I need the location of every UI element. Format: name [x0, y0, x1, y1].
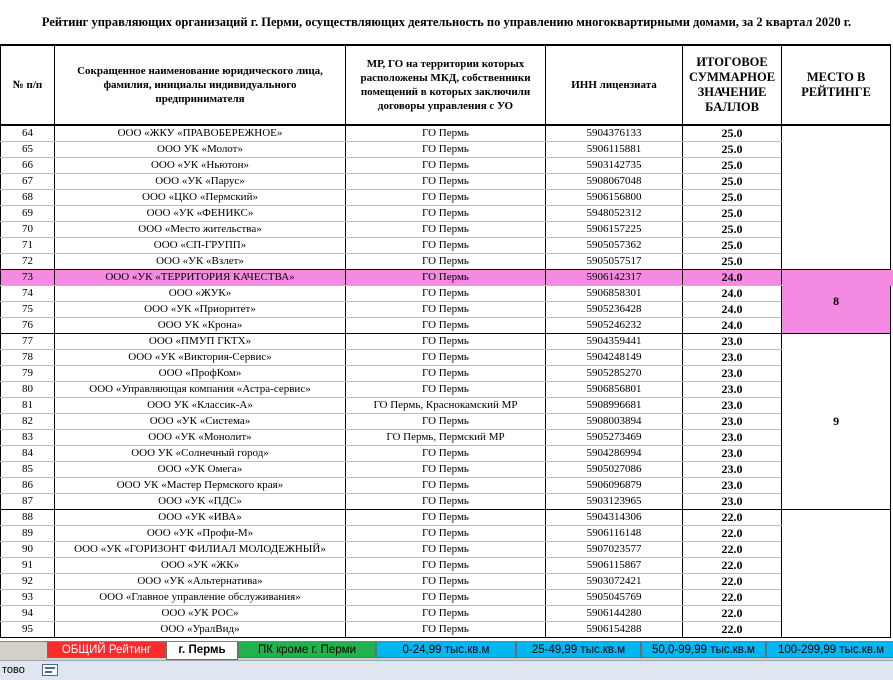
cell-name[interactable]: ООО «УК «Приоритет» [55, 302, 346, 318]
table-row[interactable] [1, 270, 891, 286]
cell-inn[interactable]: 5908067048 [546, 174, 683, 190]
cell-inn[interactable]: 5904248149 [546, 350, 683, 366]
table-row[interactable] [1, 366, 891, 382]
cell-inn[interactable]: 5904314306 [546, 510, 683, 526]
sheet-tab[interactable]: 0-24,99 тыс.кв.м [376, 642, 516, 658]
sheet-tab-bar [0, 641, 893, 660]
header-name[interactable]: Сокращенное наименование юридического лица, фамилия, инициалы индивидуального предпринимателя [55, 45, 346, 125]
cell-inn[interactable]: 5906157225 [546, 222, 683, 238]
cell-num[interactable]: 72 [1, 254, 55, 270]
header-territory[interactable]: МР, ГО на территории которых расположены МКД, собственники помещений в которых заключили договоры управления с УО [346, 45, 546, 125]
cell-num[interactable]: 69 [1, 206, 55, 222]
cell-territory[interactable]: ГО Пермь [346, 174, 546, 190]
table-row[interactable] [1, 622, 891, 638]
cell-territory[interactable]: ГО Пермь [346, 190, 546, 206]
cell-name[interactable]: ООО «ПрофКом» [55, 366, 346, 382]
cell-num[interactable]: 87 [1, 494, 55, 510]
cell-score[interactable]: 22.0 [683, 622, 782, 638]
cell-num[interactable]: 78 [1, 350, 55, 366]
cell-name[interactable]: ООО «ЖУК» [55, 286, 346, 302]
table-row[interactable] [1, 430, 891, 446]
sheet-tab[interactable]: ОБЩИЙ Рейтинг [47, 642, 166, 658]
cell-name[interactable]: ООО «УК «Монолит» [55, 430, 346, 446]
table-row[interactable] [1, 254, 891, 270]
cell-name[interactable]: ООО «УК «ТЕРРИТОРИЯ КАЧЕСТВА» [55, 270, 346, 286]
cell-territory[interactable]: ГО Пермь [346, 558, 546, 574]
cell-territory[interactable]: ГО Пермь [346, 318, 546, 334]
cell-score[interactable]: 23.0 [683, 430, 782, 446]
cell-inn[interactable]: 5903142735 [546, 158, 683, 174]
cell-score[interactable]: 25.0 [683, 222, 782, 238]
cell-name[interactable]: ООО «УК «Ньютон» [55, 158, 346, 174]
cell-inn[interactable]: 5905285270 [546, 366, 683, 382]
cell-territory[interactable]: ГО Пермь [346, 158, 546, 174]
cell-score[interactable]: 24.0 [683, 286, 782, 302]
table-row[interactable] [1, 206, 891, 222]
cell-inn[interactable]: 5905273469 [546, 430, 683, 446]
table-row[interactable] [1, 238, 891, 254]
cell-num[interactable]: 70 [1, 222, 55, 238]
cell-num[interactable]: 67 [1, 174, 55, 190]
table-row[interactable] [1, 398, 891, 414]
sheet-tab[interactable]: ПК кроме г. Перми [238, 642, 376, 658]
header-row [1, 45, 891, 125]
cell-name[interactable]: ООО «УК «ИВА» [55, 510, 346, 526]
cell-score[interactable]: 25.0 [683, 190, 782, 206]
cell-territory[interactable]: ГО Пермь [346, 606, 546, 622]
cell-name[interactable]: ООО «УК «Виктория-Сервис» [55, 350, 346, 366]
cell-inn[interactable]: 5906096879 [546, 478, 683, 494]
status-bar [0, 660, 893, 680]
cell-territory[interactable]: ГО Пермь, Пермский МР [346, 430, 546, 446]
cell-inn[interactable]: 5906115867 [546, 558, 683, 574]
cell-inn[interactable]: 5905045769 [546, 590, 683, 606]
cell-territory[interactable]: ГО Пермь [346, 238, 546, 254]
header-num[interactable]: № п/п [1, 45, 55, 125]
table-row[interactable] [1, 606, 891, 622]
cell-inn[interactable]: 5906156800 [546, 190, 683, 206]
cell-name[interactable]: ООО «УК «Парус» [55, 174, 346, 190]
header-place[interactable]: МЕСТО В РЕЙТИНГЕ [782, 45, 891, 125]
table-row[interactable] [1, 414, 891, 430]
cell-inn[interactable]: 5906142317 [546, 270, 683, 286]
cell-name[interactable]: ООО УК «Молот» [55, 142, 346, 158]
cell-name[interactable]: ООО «УК «ГОРИЗОНТ ФИЛИАЛ МОЛОДЕЖНЫЙ» [55, 542, 346, 558]
cell-score[interactable]: 23.0 [683, 398, 782, 414]
cell-territory[interactable]: ГО Пермь [346, 286, 546, 302]
cell-territory[interactable]: ГО Пермь [346, 142, 546, 158]
cell-place[interactable]: 8 [782, 270, 891, 334]
cell-inn[interactable]: 5903123965 [546, 494, 683, 510]
cell-score[interactable]: 23.0 [683, 414, 782, 430]
cell-inn[interactable]: 5905027086 [546, 462, 683, 478]
cell-territory[interactable]: ГО Пермь [346, 574, 546, 590]
cell-num[interactable]: 91 [1, 558, 55, 574]
cell-num[interactable]: 82 [1, 414, 55, 430]
cell-inn[interactable]: 5908996681 [546, 398, 683, 414]
header-score[interactable]: ИТОГОВОЕ СУММАРНОЕ ЗНАЧЕНИЕ БАЛЛОВ [683, 45, 782, 125]
table-row[interactable] [1, 558, 891, 574]
cell-score[interactable]: 24.0 [683, 302, 782, 318]
table-row[interactable] [1, 542, 891, 558]
cell-inn[interactable]: 5906116148 [546, 526, 683, 542]
table-row[interactable] [1, 142, 891, 158]
cell-territory[interactable]: ГО Пермь [346, 414, 546, 430]
cell-territory[interactable]: ГО Пермь [346, 446, 546, 462]
cell-territory[interactable]: ГО Пермь, Краснокамский МР [346, 398, 546, 414]
cell-score[interactable]: 23.0 [683, 334, 782, 350]
cell-inn[interactable]: 5903072421 [546, 574, 683, 590]
table-row[interactable] [1, 334, 891, 350]
cell-inn[interactable]: 5904286994 [546, 446, 683, 462]
cell-territory[interactable]: ГО Пермь [346, 494, 546, 510]
cell-num[interactable]: 92 [1, 574, 55, 590]
cell-num[interactable]: 95 [1, 622, 55, 638]
cell-score[interactable]: 23.0 [683, 366, 782, 382]
cell-name[interactable]: ООО УК «Мастер Пермского края» [55, 478, 346, 494]
cell-score[interactable]: 25.0 [683, 254, 782, 270]
sheet-tab[interactable]: г. Пермь [166, 642, 238, 660]
cell-territory[interactable]: ГО Пермь [346, 334, 546, 350]
cell-name[interactable]: ООО «УК «Система» [55, 414, 346, 430]
cell-name[interactable]: ООО «Управляющая компания «Астра-сервис» [55, 382, 346, 398]
sheet-tab[interactable]: 50,0-99,99 тыс.кв.м [641, 642, 766, 658]
cell-inn[interactable]: 5905057362 [546, 238, 683, 254]
cell-score[interactable]: 25.0 [683, 142, 782, 158]
cell-territory[interactable]: ГО Пермь [346, 302, 546, 318]
cell-num[interactable]: 94 [1, 606, 55, 622]
cell-inn[interactable]: 5906144280 [546, 606, 683, 622]
table-row[interactable] [1, 318, 891, 334]
table-row[interactable] [1, 125, 891, 142]
cell-name[interactable]: ООО «ЦКО «Пермский» [55, 190, 346, 206]
cell-place[interactable] [782, 125, 891, 270]
cell-num[interactable]: 88 [1, 510, 55, 526]
cell-territory[interactable]: ГО Пермь [346, 350, 546, 366]
cell-num[interactable]: 86 [1, 478, 55, 494]
cell-score[interactable]: 25.0 [683, 158, 782, 174]
cell-name[interactable]: ООО УК «Солнечный город» [55, 446, 346, 462]
cell-name[interactable]: ООО «ПМУП ГКТХ» [55, 334, 346, 350]
cell-score[interactable]: 24.0 [683, 318, 782, 334]
table-row[interactable] [1, 174, 891, 190]
cell-name[interactable]: ООО «УралВид» [55, 622, 346, 638]
cell-place[interactable] [782, 510, 891, 638]
cell-num[interactable]: 89 [1, 526, 55, 542]
table-row[interactable] [1, 350, 891, 366]
cell-score[interactable]: 23.0 [683, 462, 782, 478]
cell-score[interactable]: 22.0 [683, 558, 782, 574]
table-row[interactable] [1, 574, 891, 590]
cell-name[interactable]: ООО «Место жительства» [55, 222, 346, 238]
cell-name[interactable]: ООО УК «Классик-А» [55, 398, 346, 414]
cell-name[interactable]: ООО «Главное управление обслуживания» [55, 590, 346, 606]
cell-name[interactable]: ООО «УК РОС» [55, 606, 346, 622]
sheet-tab[interactable]: 100-299,99 тыс.кв.м [766, 642, 893, 658]
cell-inn[interactable]: 5904376133 [546, 125, 683, 142]
status-text: тово [2, 664, 25, 676]
cell-inn[interactable]: 5905236428 [546, 302, 683, 318]
cell-place[interactable]: 9 [782, 334, 891, 510]
cell-inn[interactable]: 5906858301 [546, 286, 683, 302]
cell-score[interactable]: 24.0 [683, 270, 782, 286]
cell-num[interactable]: 74 [1, 286, 55, 302]
table-row[interactable] [1, 510, 891, 526]
cell-inn[interactable]: 5907023577 [546, 542, 683, 558]
cell-num[interactable]: 76 [1, 318, 55, 334]
cell-territory[interactable]: ГО Пермь [346, 222, 546, 238]
cell-score[interactable]: 23.0 [683, 478, 782, 494]
cell-name[interactable]: ООО «УК Омега» [55, 462, 346, 478]
table-row[interactable] [1, 190, 891, 206]
cell-territory[interactable]: ГО Пермь [346, 526, 546, 542]
table-row[interactable] [1, 382, 891, 398]
cell-num[interactable]: 68 [1, 190, 55, 206]
table-row[interactable] [1, 158, 891, 174]
cell-score[interactable]: 23.0 [683, 382, 782, 398]
cell-territory[interactable]: ГО Пермь [346, 254, 546, 270]
cell-name[interactable]: ООО «УК «ПДС» [55, 494, 346, 510]
cell-name[interactable]: ООО «УК «Профи-М» [55, 526, 346, 542]
cell-territory[interactable]: ГО Пермь [346, 270, 546, 286]
cell-score[interactable]: 25.0 [683, 125, 782, 142]
cell-name[interactable]: ООО «УК «ФЕНИКС» [55, 206, 346, 222]
cell-inn[interactable]: 5904359441 [546, 334, 683, 350]
cell-inn[interactable]: 5906115881 [546, 142, 683, 158]
cell-num[interactable]: 75 [1, 302, 55, 318]
cell-territory[interactable]: ГО Пермь [346, 206, 546, 222]
cell-territory[interactable]: ГО Пермь [346, 590, 546, 606]
cell-num[interactable]: 90 [1, 542, 55, 558]
cell-score[interactable]: 22.0 [683, 510, 782, 526]
cell-territory[interactable]: ГО Пермь [346, 542, 546, 558]
table-row[interactable] [1, 286, 891, 302]
header-inn[interactable]: ИНН лицензиата [546, 45, 683, 125]
cell-score[interactable]: 23.0 [683, 350, 782, 366]
table-row[interactable] [1, 526, 891, 542]
sheet-tab[interactable]: 25-49,99 тыс.кв.м [516, 642, 641, 658]
cell-territory[interactable]: ГО Пермь [346, 510, 546, 526]
table-row[interactable] [1, 462, 891, 478]
cell-territory[interactable]: ГО Пермь [346, 382, 546, 398]
cell-score[interactable]: 25.0 [683, 174, 782, 190]
cell-num[interactable]: 79 [1, 366, 55, 382]
cell-num[interactable]: 64 [1, 125, 55, 142]
cell-territory[interactable]: ГО Пермь [346, 478, 546, 494]
cell-name[interactable]: ООО «СП-ГРУПП» [55, 238, 346, 254]
highlight-edge [884, 270, 893, 286]
cell-name[interactable]: ООО «ЖКУ «ПРАВОБЕРЕЖНОЕ» [55, 125, 346, 142]
table-row[interactable] [1, 446, 891, 462]
cell-score[interactable]: 22.0 [683, 590, 782, 606]
cell-num[interactable]: 81 [1, 398, 55, 414]
cell-num[interactable]: 84 [1, 446, 55, 462]
cell-inn[interactable]: 5905057517 [546, 254, 683, 270]
cell-num[interactable]: 80 [1, 382, 55, 398]
table-row[interactable] [1, 302, 891, 318]
cell-num[interactable]: 73 [1, 270, 55, 286]
cell-num[interactable]: 83 [1, 430, 55, 446]
cell-territory[interactable]: ГО Пермь [346, 462, 546, 478]
cell-inn[interactable]: 5948052312 [546, 206, 683, 222]
cell-num[interactable]: 71 [1, 238, 55, 254]
cell-score[interactable]: 23.0 [683, 494, 782, 510]
cell-num[interactable]: 65 [1, 142, 55, 158]
rating-table [0, 44, 891, 638]
cell-name[interactable]: ООО «УК «ЖК» [55, 558, 346, 574]
table-row[interactable] [1, 478, 891, 494]
table-row[interactable] [1, 222, 891, 238]
cell-score[interactable]: 25.0 [683, 206, 782, 222]
cell-num[interactable]: 93 [1, 590, 55, 606]
cell-score[interactable]: 22.0 [683, 574, 782, 590]
cell-score[interactable]: 22.0 [683, 606, 782, 622]
cell-name[interactable]: ООО «УК «Взлет» [55, 254, 346, 270]
cell-score[interactable]: 22.0 [683, 542, 782, 558]
cell-score[interactable]: 25.0 [683, 238, 782, 254]
table-row[interactable] [1, 494, 891, 510]
sheet-icon[interactable] [42, 664, 58, 676]
cell-num[interactable]: 85 [1, 462, 55, 478]
cell-score[interactable]: 23.0 [683, 446, 782, 462]
report-title: Рейтинг управляющих организаций г. Перми, осуществляющих деятельность по управлению многоквартирными домами, за 2 квартал 2020 г. [41, 15, 852, 29]
cell-name[interactable]: ООО УК «Крона» [55, 318, 346, 334]
cell-inn[interactable]: 5908003894 [546, 414, 683, 430]
cell-num[interactable]: 66 [1, 158, 55, 174]
cell-inn[interactable]: 5906856801 [546, 382, 683, 398]
cell-num[interactable]: 77 [1, 334, 55, 350]
cell-name[interactable]: ООО «УК «Альтернатива» [55, 574, 346, 590]
table-row[interactable] [1, 590, 891, 606]
cell-inn[interactable]: 5905246232 [546, 318, 683, 334]
cell-inn[interactable]: 5906154288 [546, 622, 683, 638]
cell-territory[interactable]: ГО Пермь [346, 366, 546, 382]
cell-score[interactable]: 22.0 [683, 526, 782, 542]
cell-territory[interactable]: ГО Пермь [346, 125, 546, 142]
cell-territory[interactable]: ГО Пермь [346, 622, 546, 638]
